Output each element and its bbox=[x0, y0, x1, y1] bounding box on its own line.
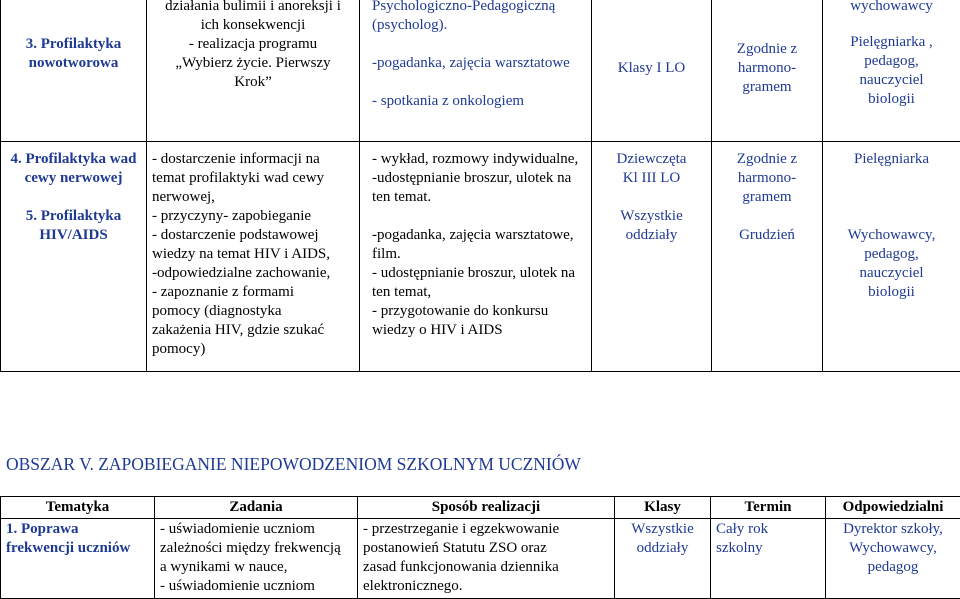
method-line: - spotkania z onkologiem bbox=[372, 92, 586, 111]
task-line: a wynikami w nauce, bbox=[160, 558, 352, 577]
task-line: - dostarczenie podstawowej bbox=[152, 226, 354, 245]
task-line: zależności między frekwencją bbox=[160, 539, 352, 558]
classes-line: Wszystkie bbox=[597, 207, 706, 226]
tasks-cell bbox=[147, 0, 360, 142]
method-cell bbox=[360, 0, 592, 142]
topic-line: 5. Profilaktyka bbox=[6, 207, 141, 226]
topic-line: nowotworowa bbox=[6, 54, 141, 73]
term-cell bbox=[711, 519, 826, 599]
task-line: pomocy) bbox=[152, 340, 354, 359]
responsible-line: nauczyciel bbox=[828, 264, 955, 283]
classes-line: Dziewczęta bbox=[597, 150, 706, 169]
table-row bbox=[1, 519, 960, 599]
responsible-line: wychowawcy bbox=[828, 0, 955, 16]
responsible-cell bbox=[823, 142, 960, 372]
column-header: Tematyka bbox=[1, 497, 155, 519]
responsible-line: biologii bbox=[828, 90, 955, 109]
table-row bbox=[1, 142, 960, 372]
method-line: - przygotowanie do konkursu bbox=[372, 302, 586, 321]
responsible-line: pedagog, bbox=[828, 245, 955, 264]
topic-line: frekwencji uczniów bbox=[6, 539, 149, 558]
method-line: zasad funkcjonowania dziennika bbox=[363, 558, 609, 577]
task-line: pomocy (diagnostyka bbox=[152, 302, 354, 321]
method-cell bbox=[360, 142, 592, 372]
responsible-line: Pielęgniarka , bbox=[828, 33, 955, 52]
tasks-cell bbox=[155, 519, 358, 599]
column-header: Zadania bbox=[155, 497, 358, 519]
method-line: - udostępnianie broszur, ulotek na bbox=[372, 264, 586, 283]
method-line: elektronicznego. bbox=[363, 577, 609, 596]
term-line: Zgodnie z bbox=[717, 40, 817, 59]
classes-line: Kl III LO bbox=[597, 169, 706, 188]
task-line: - realizacja programu bbox=[152, 35, 354, 54]
method-line: -pogadanka, zajęcia warsztatowe bbox=[372, 54, 586, 73]
method-line: - wykład, rozmowy indywidualne, bbox=[372, 150, 586, 169]
responsible-line: Wychowawcy, bbox=[828, 226, 955, 245]
term-line: harmono- bbox=[717, 59, 817, 78]
responsible-line: Dyrektor szkoły, bbox=[831, 520, 955, 539]
term-line: szkolny bbox=[716, 539, 820, 558]
task-line: - dostarczenie informacji na bbox=[152, 150, 354, 169]
responsible-line: biologii bbox=[828, 283, 955, 302]
task-line: - uświadomienie uczniom bbox=[160, 520, 352, 539]
classes-cell bbox=[615, 519, 711, 599]
topic-line: 3. Profilaktyka bbox=[6, 35, 141, 54]
task-line: Krok” bbox=[152, 73, 354, 92]
method-line: ten temat, bbox=[372, 283, 586, 302]
task-line: zakażenia HIV, gdzie szukać bbox=[152, 321, 354, 340]
responsible-line: pedagog bbox=[831, 558, 955, 577]
responsible-line: Wychowawcy, bbox=[831, 539, 955, 558]
method-line: film. bbox=[372, 245, 586, 264]
term-line: gramem bbox=[717, 78, 817, 97]
tasks-cell bbox=[147, 142, 360, 372]
term-line: Cały rok bbox=[716, 520, 820, 539]
task-line: -odpowiedzialne zachowanie, bbox=[152, 264, 354, 283]
responsible-cell bbox=[826, 519, 960, 599]
classes-cell bbox=[592, 142, 712, 372]
topic-cell bbox=[1, 142, 147, 372]
column-header: Odpowiedzialni bbox=[826, 497, 960, 519]
responsible-line: pedagog, bbox=[828, 52, 955, 71]
topic-cell bbox=[1, 0, 147, 142]
table-header-row bbox=[1, 497, 960, 519]
term-cell bbox=[712, 142, 823, 372]
term-cell bbox=[712, 0, 823, 142]
method-line: - przestrzeganie i egzekwowanie bbox=[363, 520, 609, 539]
method-line: (psycholog). bbox=[372, 16, 586, 35]
method-line: postanowień Statutu ZSO oraz bbox=[363, 539, 609, 558]
classes-line: oddziały bbox=[620, 539, 705, 558]
term-line: Zgodnie z bbox=[717, 150, 817, 169]
lower-table bbox=[0, 496, 960, 599]
classes-line: oddziały bbox=[597, 226, 706, 245]
method-line: -pogadanka, zajęcia warsztatowe, bbox=[372, 226, 586, 245]
task-line: wiedzy na temat HIV i AIDS, bbox=[152, 245, 354, 264]
topic-line: 1. Poprawa bbox=[6, 520, 149, 539]
classes-line: Wszystkie bbox=[620, 520, 705, 539]
column-header: Klasy bbox=[615, 497, 711, 519]
method-line: Psychologiczno-Pedagogiczną bbox=[372, 0, 586, 16]
method-line: ten temat. bbox=[372, 188, 586, 207]
table-row bbox=[1, 0, 960, 142]
task-line: - zapoznanie z formami bbox=[152, 283, 354, 302]
topic-line: cewy nerwowej bbox=[6, 169, 141, 188]
term-line: gramem bbox=[717, 188, 817, 207]
method-line: -udostępnianie broszur, ulotek na bbox=[372, 169, 586, 188]
column-header: Sposób realizacji bbox=[358, 497, 615, 519]
task-line: - przyczyny- zapobieganie bbox=[152, 207, 354, 226]
method-line: wiedzy o HIV i AIDS bbox=[372, 321, 586, 340]
term-line: Grudzień bbox=[717, 226, 817, 245]
task-line: działania bulimii i anoreksji i bbox=[152, 0, 354, 16]
term-line: harmono- bbox=[717, 169, 817, 188]
task-line: temat profilaktyki wad cewy bbox=[152, 169, 354, 188]
classes-cell bbox=[592, 0, 712, 142]
task-line: „Wybierz życie. Pierwszy bbox=[152, 54, 354, 73]
topic-line: 4. Profilaktyka wad bbox=[6, 150, 141, 169]
responsible-cell bbox=[823, 0, 960, 142]
responsible-line: nauczyciel bbox=[828, 71, 955, 90]
section-heading: OBSZAR V. ZAPOBIEGANIE NIEPOWODZENIOM SZKOLNYM UCZNIÓW bbox=[6, 453, 581, 475]
classes-value: Klasy I LO bbox=[618, 60, 686, 76]
task-line: ich konsekwencji bbox=[152, 16, 354, 35]
topic-line: HIV/AIDS bbox=[6, 226, 141, 245]
topic-cell bbox=[1, 519, 155, 599]
method-cell bbox=[358, 519, 615, 599]
responsible-line: Pielęgniarka bbox=[828, 150, 955, 169]
column-header: Termin bbox=[711, 497, 826, 519]
task-line: nerwowej, bbox=[152, 188, 354, 207]
task-line: - uświadomienie uczniom bbox=[160, 577, 352, 596]
